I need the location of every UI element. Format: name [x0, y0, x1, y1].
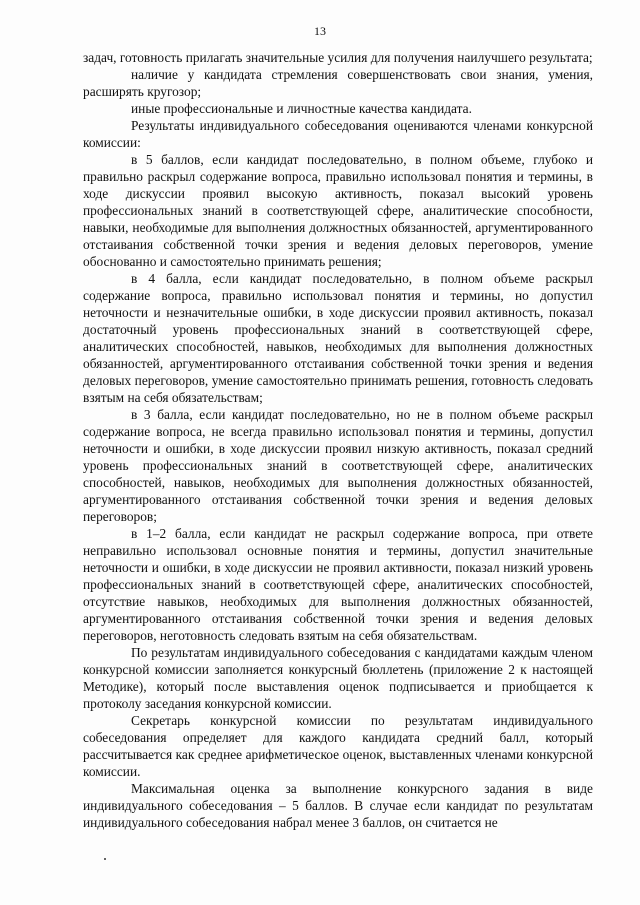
paragraph-secretary: Секретарь конкурсной комиссии по результатам индивидуального собеседования определяет для каждого кандидата средний балл, который рассчитывается как среднее арифметическое оценок, выставленных членами конкурсной комиссии. [83, 713, 593, 779]
paragraph-score-4: в 4 балла, если кандидат последовательно, в полном объеме раскрыл содержание вопроса, правильно использовал понятия и термины, но допустил неточности и незначительные ошибки, в ходе дискуссии проявил активность, показал достаточный уровень профессиональных знаний в соответствующей сфере, аналитических способностей, навыков, необходимых для выполнения должностных обязанностей, аргументированного отстаивания собственной точки зрения и ведения деловых переговоров, умение самостоятельно принимать решения, готовность следовать взятым на себя обязательствам; [83, 271, 593, 405]
paragraph-ballot: По результатам индивидуального собеседования с кандидатами каждым членом конкурсной комиссии заполняется конкурсный бюллетень (приложение 2 к настоящей Методике), который после выставления оценок подписывается и приобщается к протоколу заседания конкурсной комиссии. [83, 645, 593, 711]
paragraph-score-1-2: в 1–2 балла, если кандидат не раскрыл содержание вопроса, при ответе неправильно использовал основные понятия и термины, допустил значительные неточности и ошибки, в ходе дискуссии не проявил активности, показал низкий уровень профессиональных знаний в соответствующей сфере, аналитических способностей, отсутствие навыков, необходимых для выполнения должностных обязанностей, аргументированного отстаивания собственной точки зрения и ведения деловых переговоров, неготовность следовать взятым на себя обязательствам. [83, 526, 593, 643]
paragraph-score-5: в 5 баллов, если кандидат последовательно, в полном объеме, глубоко и правильно раскрыл содержание вопроса, правильно использовал понятия и термины, в ходе дискуссии проявил высокую активность, показал высокий уровень профессиональных знаний в соответствующей сфере, аналитические способности, навыки, необходимые для выполнения должностных обязанностей, аргументированного отстаивания собственной точки зрения и ведения деловых переговоров, умение обоснованно и самостоятельно принимать решения; [83, 152, 593, 269]
paragraph-self-improvement: наличие у кандидата стремления совершенствовать свои знания, умения, расширять кругозор; [83, 67, 593, 99]
paragraph-continuation: задач, готовность прилагать значительные усилия для получения наилучшего результата; [83, 50, 593, 65]
paragraph-score-3: в 3 балла, если кандидат последовательно, но не в полном объеме раскрыл содержание вопроса, не всегда правильно использовал понятия и термины, допустил неточности и ошибки, в ходе дискуссии проявил низкую активность, показал средний уровень профессиональных знаний в соответствующей сфере, аналитических способностей, навыков, необходимых для выполнения должностных обязанностей, аргументированного отстаивания собственной точки зрения и ведения деловых переговоров; [83, 407, 593, 524]
document-body [83, 49, 593, 831]
paragraph-max-score: Максимальная оценка за выполнение конкурсного задания в виде индивидуального собеседования – 5 баллов. В случае если кандидат по результатам индивидуального собеседования набрал менее 3 баллов, он считается не [83, 781, 593, 830]
scan-speck [104, 858, 106, 860]
paragraph-other-qualities: иные профессиональные и личностные качества кандидата. [131, 101, 472, 116]
page-number: 13 [314, 24, 326, 38]
paragraph-evaluation-intro: Результаты индивидуального собеседования оцениваются членами конкурсной комиссии: [83, 118, 593, 150]
